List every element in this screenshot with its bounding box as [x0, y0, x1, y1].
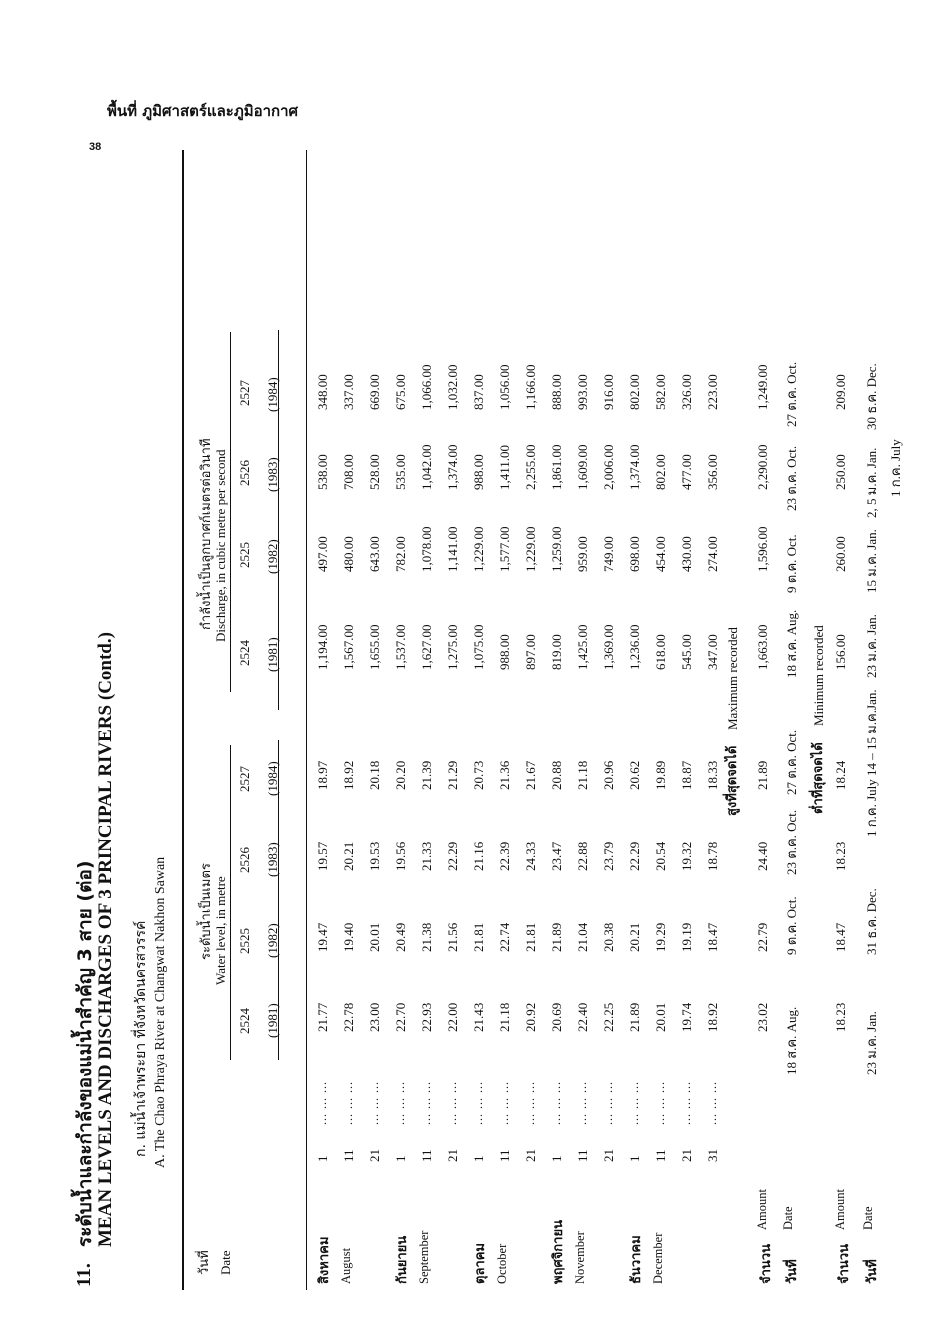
discharge-value: 675.00	[393, 374, 408, 410]
discharge-value: 347.00	[705, 634, 720, 670]
min-discharge-date: 2, 5 ม.ค. Jan.	[864, 447, 879, 518]
min-discharge-date: 15 ม.ค. Jan.	[864, 529, 879, 593]
max-water-level: 24.40	[755, 841, 770, 871]
month-label-thai: สิงหาคม	[317, 1236, 332, 1284]
min-date-label-en: Date	[861, 1206, 875, 1230]
page-header-title: พื้นที่ ภูมิศาสตร์และภูมิอากาศ	[107, 102, 299, 120]
discharge-value: 1,369.00	[601, 624, 616, 670]
water-level-value: 20.18	[367, 760, 382, 790]
max-water-level-date: 18 ส.ค. Aug.	[784, 1006, 799, 1075]
date-header-en: Date	[218, 1250, 233, 1275]
discharge-value: 1,411.00	[497, 444, 512, 490]
discharge-value: 1,655.00	[367, 624, 382, 670]
table-row-dots: ... ... ...	[601, 1081, 615, 1125]
table-row-day: 1	[393, 1155, 408, 1162]
discharge-year: 2524	[237, 640, 252, 666]
table-row-day: 1	[549, 1155, 564, 1162]
max-water-level-date: 9 ต.ค. Oct.	[784, 896, 799, 955]
water-level-value: 20.01	[367, 922, 382, 952]
min-recorded-label-en: Minimum recorded	[811, 625, 826, 726]
discharge-value: 1,577.00	[497, 526, 512, 572]
water-level-value: 22.29	[445, 841, 460, 871]
max-date-label-en: Date	[781, 1206, 795, 1230]
discharge-value: 802.00	[653, 454, 668, 490]
water-level-value: 21.77	[315, 1002, 330, 1032]
min-amount-label-en: Amount	[833, 1189, 847, 1230]
table-row-dots: ... ... ...	[445, 1081, 459, 1125]
min-water-level-date: 23 ม.ค. Jan.	[864, 1011, 879, 1075]
discharge-value: 348.00	[315, 374, 330, 410]
min-discharge: 156.00	[833, 634, 848, 670]
water-level-value: 18.33	[705, 760, 720, 790]
water-level-value: 24.33	[523, 841, 538, 871]
discharge-year: 2525	[237, 542, 252, 568]
water-level-value: 21.67	[523, 760, 538, 790]
table-row-day: 31	[705, 1149, 720, 1162]
month-label-en: October	[495, 1243, 509, 1284]
water-level-year-ad: (1984)	[265, 761, 280, 796]
discharge-value: 916.00	[601, 374, 616, 410]
table-row-day: 1	[627, 1155, 642, 1162]
water-level-value: 21.81	[471, 922, 486, 952]
water-level-value: 22.88	[575, 841, 590, 871]
discharge-value: 1,537.00	[393, 624, 408, 670]
discharge-value: 708.00	[341, 454, 356, 490]
water-level-value: 21.81	[523, 922, 538, 952]
water-level-value: 21.36	[497, 760, 512, 790]
discharge-value: 802.00	[627, 374, 642, 410]
discharge-value: 356.00	[705, 454, 720, 490]
discharge-value: 698.00	[627, 536, 642, 572]
water-level-value: 20.49	[393, 922, 408, 952]
water-level-value: 19.53	[367, 841, 382, 871]
table-row-dots: ... ... ...	[367, 1081, 381, 1125]
discharge-year: 2526	[237, 460, 252, 486]
discharge-value: 993.00	[575, 374, 590, 410]
water-level-value: 19.47	[315, 922, 330, 952]
water-level-value: 21.38	[419, 922, 434, 952]
min-amount-label-thai: จำนวน	[837, 1244, 852, 1284]
discharge-value: 1,194.00	[315, 624, 330, 670]
discharge-year-ad: (1983)	[265, 457, 280, 492]
discharge-value: 1,609.00	[575, 444, 590, 490]
min-discharge: 260.00	[833, 536, 848, 572]
table-row-dots: ... ... ...	[341, 1081, 355, 1125]
max-discharge-date: 18 ส.ค. Aug.	[784, 609, 799, 678]
section-title-en: A. The Chao Phraya River at Changwat Nakhon Sawan	[153, 856, 168, 1168]
min-water-level: 18.23	[833, 1002, 848, 1032]
water-level-value: 20.73	[471, 760, 486, 790]
water-level-value: 23.00	[367, 1002, 382, 1032]
table-row-dots: ... ... ...	[679, 1081, 693, 1125]
table-row-dots: ... ... ...	[315, 1081, 329, 1125]
water-level-value: 21.89	[627, 1002, 642, 1032]
table-number: 11.	[73, 1263, 95, 1287]
water-level-value: 20.92	[523, 1002, 538, 1032]
water-level-value: 18.87	[679, 760, 694, 790]
water-level-value: 20.21	[341, 841, 356, 871]
discharge-value: 988.00	[471, 454, 486, 490]
month-label-thai: ธันวาคม	[629, 1235, 644, 1284]
min-date-label-thai: วันที่	[865, 1259, 880, 1284]
discharge-value: 274.00	[705, 536, 720, 572]
water-level-value: 22.70	[393, 1002, 408, 1032]
table-row-dots: ... ... ...	[705, 1081, 719, 1125]
min-water-level: 18.23	[833, 841, 848, 871]
water-level-value: 21.43	[471, 1002, 486, 1032]
max-discharge-date: 9 ต.ค. Oct.	[784, 534, 799, 593]
water-level-value: 19.19	[679, 922, 694, 952]
water-level-value: 19.29	[653, 922, 668, 952]
discharge-value: 1,567.00	[341, 624, 356, 670]
discharge-value: 1,627.00	[419, 624, 434, 670]
max-discharge-date: 23 ต.ค. Oct.	[784, 445, 799, 511]
water-level-value: 20.54	[653, 841, 668, 871]
water-level-value: 20.21	[627, 922, 642, 952]
water-level-value: 18.92	[705, 1002, 720, 1032]
discharge-value: 1,374.00	[627, 444, 642, 490]
water-level-value: 21.18	[497, 1002, 512, 1032]
discharge-value: 1,075.00	[471, 624, 486, 670]
month-label-en: August	[339, 1247, 353, 1284]
discharge-value: 988.00	[497, 634, 512, 670]
discharge-value: 480.00	[341, 536, 356, 572]
water-level-value: 21.29	[445, 760, 460, 790]
table-row-day: 11	[653, 1149, 668, 1162]
max-amount-label-thai: จำนวน	[759, 1244, 774, 1284]
max-discharge: 2,290.00	[755, 444, 770, 490]
discharge-value: 2,006.00	[601, 444, 616, 490]
water-level-value: 21.04	[575, 922, 590, 952]
water-level-value: 18.92	[341, 760, 356, 790]
min-water-level-date: 31 ธ.ค. Dec.	[864, 888, 879, 955]
discharge-value: 326.00	[679, 374, 694, 410]
discharge-value: 1,032.00	[445, 364, 460, 410]
discharge-rule	[230, 332, 231, 692]
water-level-year: 2524	[237, 1008, 252, 1034]
table-row-day: 21	[601, 1149, 616, 1162]
max-water-level: 23.02	[755, 1002, 770, 1032]
discharge-header-en: Discharge, in cubic metre per second	[213, 449, 228, 642]
max-water-level-date: 27 ต.ค. Oct.	[784, 729, 799, 795]
min-discharge-date: 23 ม.ค. Jan.	[864, 614, 879, 678]
table-title-en: MEAN LEVELS AND DISCHARGES OF 3 PRINCIPAL RIVERS (Contd.)	[95, 632, 116, 1247]
discharge-value: 1,141.00	[445, 526, 460, 572]
water-level-value: 21.39	[419, 760, 434, 790]
table-row-dots: ... ... ...	[497, 1081, 511, 1125]
discharge-value: 669.00	[367, 374, 382, 410]
discharge-value: 1,066.00	[419, 364, 434, 410]
discharge-year-ad: (1981)	[265, 637, 280, 672]
min-discharge-date: 30 ธ.ค. Dec.	[864, 363, 879, 430]
table-top-rule	[182, 150, 184, 1290]
water-level-value: 19.40	[341, 922, 356, 952]
max-discharge: 1,249.00	[755, 364, 770, 410]
discharge-value: 819.00	[549, 634, 564, 670]
rotated-table	[65, 150, 903, 1290]
min-water-level: 18.47	[833, 922, 848, 952]
discharge-value: 1,374.00	[445, 444, 460, 490]
water-level-value: 22.39	[497, 841, 512, 871]
water-level-header-thai: ระดับน้ำเป็นเมตร	[199, 863, 214, 960]
table-row-day: 21	[679, 1149, 694, 1162]
table-row-dots: ... ... ...	[549, 1081, 563, 1125]
discharge-header-thai: กำลังน้ำเป็นลูกบาศก์เมตรต่อวินาที	[199, 438, 214, 630]
water-level-value: 18.97	[315, 760, 330, 790]
discharge-value: 782.00	[393, 536, 408, 572]
month-label-thai: ตุลาคม	[473, 1243, 488, 1284]
water-level-value: 22.29	[627, 841, 642, 871]
discharge-year-ad: (1984)	[265, 377, 280, 412]
discharge-value: 1,236.00	[627, 624, 642, 670]
month-label-en: September	[417, 1230, 431, 1284]
discharge-value: 897.00	[523, 634, 538, 670]
discharge-value: 582.00	[653, 374, 668, 410]
discharge-value: 888.00	[549, 374, 564, 410]
water-level-value: 22.93	[419, 1002, 434, 1032]
table-row-day: 21	[367, 1149, 382, 1162]
discharge-value: 497.00	[315, 536, 330, 572]
water-level-year: 2525	[237, 928, 252, 954]
water-level-year-ad: (1982)	[265, 923, 280, 958]
max-discharge: 1,663.00	[755, 624, 770, 670]
table-row-day: 21	[445, 1149, 460, 1162]
water-level-value: 21.16	[471, 841, 486, 871]
water-level-value: 21.33	[419, 841, 434, 871]
max-recorded-label-en: Maximum recorded	[725, 627, 740, 730]
water-level-value: 18.78	[705, 841, 720, 871]
discharge-value: 1,229.00	[523, 526, 538, 572]
discharge-value: 1,425.00	[575, 624, 590, 670]
discharge-value: 837.00	[471, 374, 486, 410]
section-title-thai: ก. แม่น้ำเจ้าพระยา ที่จังหวัดนครสวรรค์	[133, 920, 149, 1157]
discharge-value: 1,229.00	[471, 526, 486, 572]
table-row-day: 21	[523, 1149, 538, 1162]
discharge-value: 538.00	[315, 454, 330, 490]
min-discharge-extra-date: 1 ก.ค. July	[888, 439, 903, 497]
discharge-year-ad: (1982)	[265, 539, 280, 574]
discharge-value: 749.00	[601, 536, 616, 572]
water-level-value: 21.56	[445, 922, 460, 952]
discharge-year: 2527	[237, 380, 252, 406]
discharge-value: 1,078.00	[419, 526, 434, 572]
max-water-level: 22.79	[755, 922, 770, 952]
max-discharge: 1,596.00	[755, 526, 770, 572]
water-level-value: 20.96	[601, 760, 616, 790]
discharge-value: 528.00	[367, 454, 382, 490]
discharge-value: 1,166.00	[523, 364, 538, 410]
discharge-value: 337.00	[341, 374, 356, 410]
table-row-dots: ... ... ...	[419, 1081, 433, 1125]
max-amount-label-en: Amount	[755, 1189, 769, 1230]
water-level-value: 21.18	[575, 760, 590, 790]
header-bottom-rule	[306, 150, 307, 1290]
table-row-day: 11	[419, 1149, 434, 1162]
water-level-value: 22.40	[575, 1002, 590, 1032]
min-water-level-date: 1 ก.ค. July 14 – 15 ม.ค.Jan.	[864, 689, 879, 837]
water-level-value: 19.89	[653, 760, 668, 790]
discharge-value: 430.00	[679, 536, 694, 572]
month-label-thai: กันยายน	[395, 1235, 410, 1284]
water-level-value: 23.47	[549, 841, 564, 871]
water-level-value: 23.79	[601, 841, 616, 871]
max-date-label-thai: วันที่	[785, 1259, 800, 1284]
table-row-dots: ... ... ...	[393, 1081, 407, 1125]
table-row-dots: ... ... ...	[627, 1081, 641, 1125]
water-level-value: 20.62	[627, 760, 642, 790]
water-level-value: 18.47	[705, 922, 720, 952]
month-label-en: December	[651, 1232, 665, 1284]
max-discharge-date: 27 ต.ค. Oct.	[784, 361, 799, 427]
discharge-value: 477.00	[679, 454, 694, 490]
table-row-day: 11	[575, 1149, 590, 1162]
discharge-value: 545.00	[679, 634, 694, 670]
water-level-year-ad: (1983)	[265, 842, 280, 877]
water-level-rule	[230, 745, 231, 1060]
discharge-value: 1,861.00	[549, 444, 564, 490]
month-label-thai: พฤศจิกายน	[551, 1220, 566, 1284]
discharge-value: 1,259.00	[549, 526, 564, 572]
water-level-value: 19.56	[393, 841, 408, 871]
water-level-value: 19.57	[315, 841, 330, 871]
water-level-value: 21.89	[549, 922, 564, 952]
page-number: 38	[89, 141, 102, 153]
discharge-value: 1,042.00	[419, 444, 434, 490]
discharge-value: 1,275.00	[445, 624, 460, 670]
table-row-dots: ... ... ...	[653, 1081, 667, 1125]
table-row-dots: ... ... ...	[523, 1081, 537, 1125]
water-level-value: 20.20	[393, 760, 408, 790]
water-level-year: 2527	[237, 766, 252, 792]
water-level-value: 22.25	[601, 1002, 616, 1032]
water-level-value: 20.01	[653, 1002, 668, 1032]
water-level-value: 20.88	[549, 760, 564, 790]
table-row-dots: ... ... ...	[471, 1081, 485, 1125]
water-level-year-ad: (1981)	[265, 1003, 280, 1038]
min-water-level: 18.24	[833, 760, 848, 790]
water-level-value: 22.78	[341, 1002, 356, 1032]
water-level-value: 19.32	[679, 841, 694, 871]
date-header-thai: วันที่	[197, 1250, 212, 1275]
water-level-value: 19.74	[679, 1002, 694, 1032]
water-level-year: 2526	[237, 847, 252, 873]
discharge-value: 2,255.00	[523, 444, 538, 490]
discharge-value: 959.00	[575, 536, 590, 572]
water-level-value: 22.74	[497, 922, 512, 952]
discharge-value: 1,056.00	[497, 364, 512, 410]
water-level-value: 20.69	[549, 1002, 564, 1032]
month-label-en: November	[573, 1231, 587, 1284]
table-row-day: 11	[341, 1149, 356, 1162]
discharge-value: 535.00	[393, 454, 408, 490]
water-level-header-en: Water level, in metre	[213, 876, 228, 985]
max-recorded-label-thai: สูงที่สุดจดได้	[725, 745, 740, 816]
water-level-value: 20.38	[601, 922, 616, 952]
max-water-level-date: 23 ต.ค. Oct.	[784, 809, 799, 875]
table-row-day: 1	[315, 1155, 330, 1162]
min-recorded-label-thai: ต่ำที่สุดจดได้	[811, 742, 826, 814]
table-row-day: 1	[471, 1155, 486, 1162]
water-level-value: 22.00	[445, 1002, 460, 1032]
table-title-thai: ระดับน้ำและกำลังของแม่น้ำสำคัญ 3 สาย (ต่อ)	[74, 860, 96, 1247]
min-discharge: 209.00	[833, 374, 848, 410]
discharge-value: 643.00	[367, 536, 382, 572]
discharge-value: 223.00	[705, 374, 720, 410]
table-row-day: 11	[497, 1149, 512, 1162]
max-water-level: 21.89	[755, 760, 770, 790]
discharge-value: 454.00	[653, 536, 668, 572]
table-row-dots: ... ... ...	[575, 1081, 589, 1125]
discharge-value: 618.00	[653, 634, 668, 670]
min-discharge: 250.00	[833, 454, 848, 490]
